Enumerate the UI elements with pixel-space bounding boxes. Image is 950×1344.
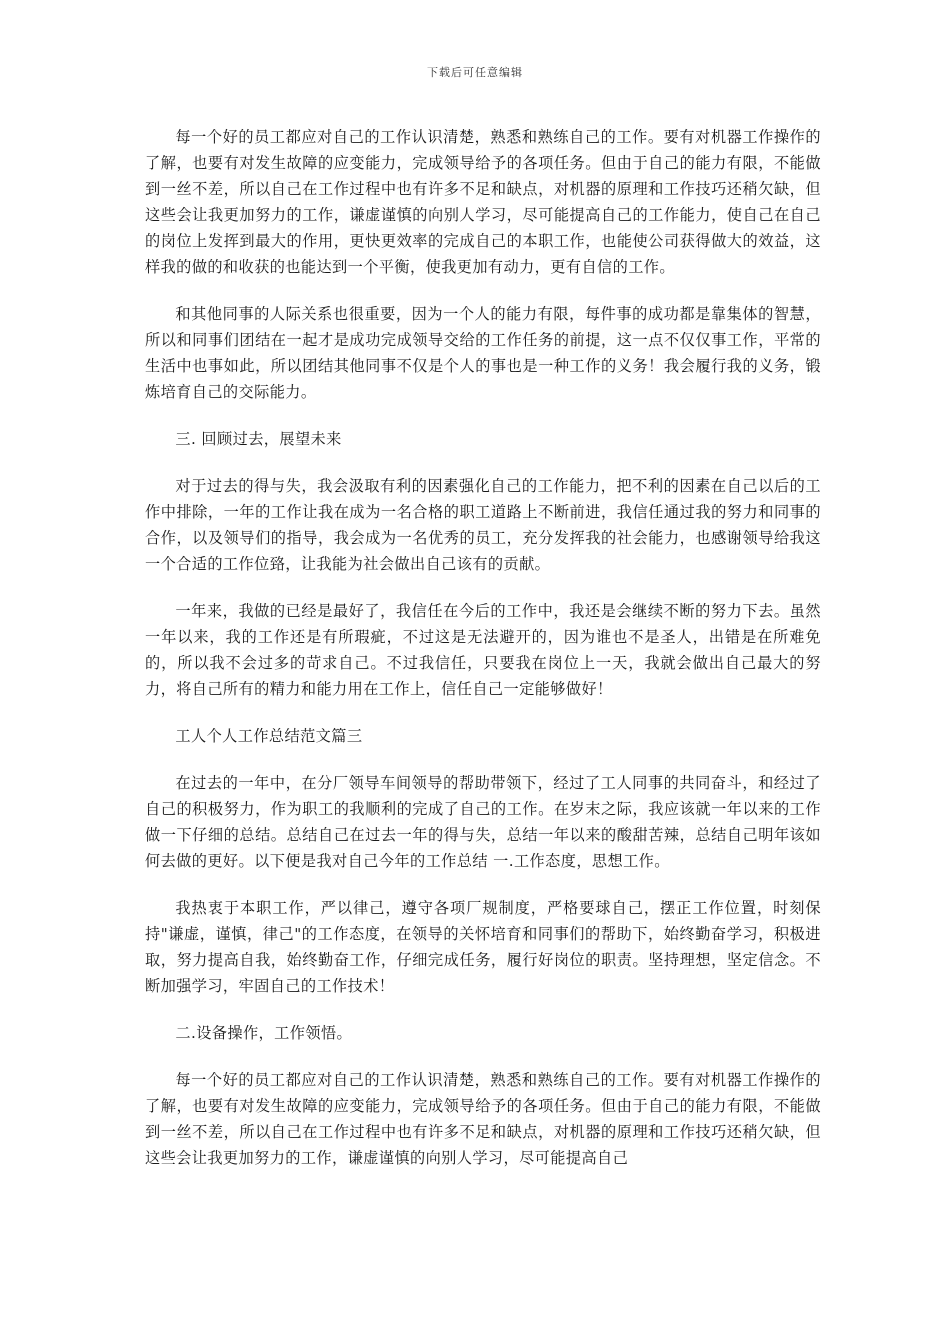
paragraph: 我热衷于本职工作，严以律己，遵守各项厂规制度，严格要球自己，摆正工作位置，时刻保持"谦虚，谨慎，律己"的工作态度，在领导的关怀培育和同事们的帮助下，始终勤奋学习，积极进取，努力提高自我，始终勤奋工作，仔细完成任务，履行好岗位的职责。坚持理想，坚定信念。不断加强学习，牢固自己的工作技术！ [145, 899, 821, 995]
section-heading: 二.设备操作，工作领悟。 [175, 1024, 353, 1042]
paragraph: 一年来，我做的已经是最好了，我信任在今后的工作中，我还是会继续不断的努力下去。虽然一年以来，我的工作还是有所瑕疵，不过这是无法避开的，因为谁也不是圣人，出错是在所难免的，所以我不会过多的苛求自己。不过我信任，只要我在岗位上一天，我就会做出自己最大的努力，将自己所有的精力和能力用在工作上，信任自己一定能够做好！ [145, 602, 821, 698]
section-heading: 三. 回顾过去，展望未来 [175, 430, 342, 448]
paragraph: 每一个好的员工都应对自己的工作认识清楚，熟悉和熟练自己的工作。要有对机器工作操作的了解，也要有对发生故障的应变能力，完成领导给予的各项任务。但由于自己的能力有限，不能做到一丝不差，所以自己在工作过程中也有许多不足和缺点，对机器的原理和工作技巧还稍欠缺，但这些会让我更加努力的工作，谦虚谨慎的向别人学习，尽可能提高自己的工作能力，使自己在自己的岗位上发挥到最大的作用，更快更效率的完成自己的本职工作，也能使公司获得做大的效益，这样我的做的和收获的也能达到一个平衡，使我更加有动力，更有自信的工作。 [145, 128, 821, 276]
document-body [145, 124, 821, 1192]
paragraph: 对于过去的得与失，我会汲取有利的因素强化自己的工作能力，把不利的因素在自己以后的工作中排除，一年的工作让我在成为一名合格的职工道路上不断前进，我信任通过我的努力和同事的合作，以及领导们的指导，我会成为一名优秀的员工，充分发挥我的社会能力，也感谢领导给我这一个合适的工作位臵，让我能为社会做出自己该有的贡献。 [145, 477, 821, 573]
paragraph: 在过去的一年中，在分厂领导车间领导的帮助带领下，经过了工人同事的共同奋斗，和经过了自己的积极努力，作为职工的我顺利的完成了自己的工作。在岁末之际，我应该就一年以来的工作做一下仔细的总结。总结自己在过去一年的得与失，总结一年以来的酸甜苦辣，总结自己明年该如何去做的更好。以下便是我对自己今年的工作总结 一.工作态度，思想工作。 [145, 774, 821, 870]
paragraph: 每一个好的员工都应对自己的工作认识清楚，熟悉和熟练自己的工作。要有对机器工作操作的了解，也要有对发生故障的应变能力，完成领导给予的各项任务。但由于自己的能力有限，不能做到一丝不差，所以自己在工作过程中也有许多不足和缺点，对机器的原理和工作技巧还稍欠缺，但这些会让我更加努力的工作，谦虚谨慎的向别人学习，尽可能提高自己 [145, 1071, 821, 1167]
paragraph: 和其他同事的人际关系也很重要，因为一个人的能力有限，每件事的成功都是靠集体的智慧，所以和同事们团结在一起才是成功完成领导交给的工作任务的前提，这一点不仅仅事工作，平常的生活中也事如此，所以团结其他同事不仅是个人的事也是一种工作的义务！我会履行我的义务，锻炼培育自己的交际能力。 [145, 305, 821, 401]
section-heading: 工人个人工作总结范文篇三 [175, 727, 363, 745]
header-note: 下载后可任意编辑 [427, 66, 523, 79]
